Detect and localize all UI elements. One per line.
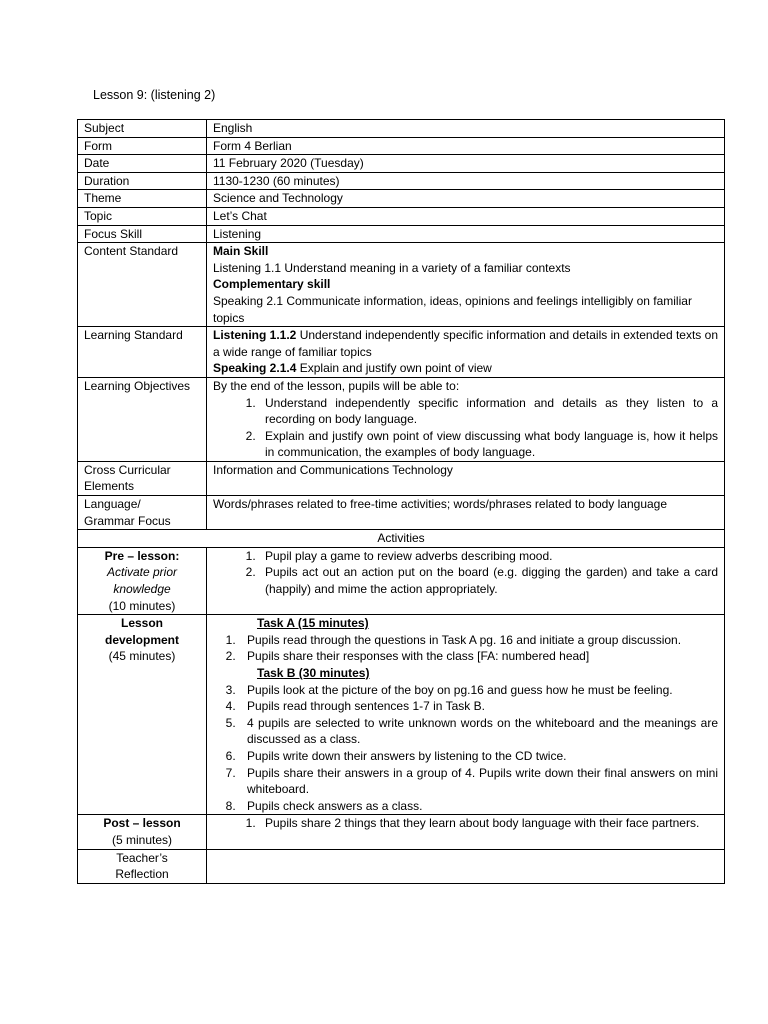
main-skill-heading: Main Skill — [213, 244, 269, 259]
page-title: Lesson 9: (listening 2) — [93, 88, 216, 102]
complementary-skill-text: Speaking 2.1 Communicate information, ideas, opinions and feelings intelligibly on familiar topics — [213, 293, 692, 325]
list-item: 1. Pupil play a game to review adverbs describing mood. — [259, 548, 718, 565]
post-lesson-label — [78, 815, 207, 849]
theme-value: Science and Technology — [207, 190, 725, 208]
form-value: Form 4 Berlian — [207, 137, 725, 155]
list-item: 5. 4 pupils are selected to write unknown words on the whiteboard and the meanings are discussed as a class. — [239, 715, 718, 748]
cross-curricular-label-line2: Elements — [84, 479, 135, 494]
focus-skill-value: Listening — [207, 225, 725, 243]
content-standard-label: Content Standard — [78, 243, 207, 327]
topic-label: Topic — [78, 207, 207, 225]
row-date — [78, 155, 725, 173]
cross-curricular-value: Information and Communications Technology — [207, 461, 725, 495]
list-item: 4. Pupils read through sentences 1-7 in Task B. — [239, 698, 718, 715]
task-a-heading: Task A (15 minutes) — [257, 616, 369, 631]
topic-value: Let’s Chat — [207, 207, 725, 225]
row-learning-objectives — [78, 377, 725, 461]
cross-curricular-label-line1: Cross Curricular — [84, 462, 171, 477]
row-form — [78, 137, 725, 155]
post-lesson-label-line2: (5 minutes) — [111, 832, 173, 847]
learning-standard-text-1: Understand independently specific information and details in extended texts on a wide range of familiar topics — [213, 328, 718, 359]
learning-objectives-value — [207, 377, 725, 461]
row-theme — [78, 190, 725, 208]
learning-standard-label: Learning Standard — [78, 327, 207, 378]
row-pre-lesson — [78, 547, 725, 614]
activities-heading: Activities — [78, 530, 725, 548]
row-lesson-development — [78, 615, 725, 815]
pre-lesson-label-line1: Pre – lesson: — [104, 548, 180, 563]
list-item: 7. Pupils share their answers in a group of 4. Pupils write down their final answers on mini whiteboard. — [239, 765, 718, 798]
list-item: 2. Explain and justify own point of view discussing what body language is, how it helps in communication, the examples of body language. — [259, 428, 718, 461]
pre-lesson-label — [78, 547, 207, 614]
cross-curricular-label — [78, 461, 207, 495]
learning-standard-value — [207, 327, 725, 378]
row-topic — [78, 207, 725, 225]
row-language-focus — [78, 496, 725, 530]
learning-objectives-list — [213, 395, 718, 461]
post-lesson-label-line1: Post – lesson — [103, 816, 181, 831]
list-item: 8. Pupils check answers as a class. — [239, 798, 718, 815]
row-activities-heading — [78, 530, 725, 548]
list-item: 3. Pupils look at the picture of the boy on pg.16 and guess how he must be feeling. — [239, 682, 718, 699]
focus-skill-label: Focus Skill — [78, 225, 207, 243]
lesson-plan-table — [77, 119, 725, 884]
list-item: 2. Pupils share their responses with the class [FA: numbered head] — [239, 648, 718, 665]
task-b-heading: Task B (30 minutes) — [257, 666, 370, 680]
form-label: Form — [78, 137, 207, 155]
theme-label: Theme — [78, 190, 207, 208]
lesson-development-label-line2: development — [104, 632, 179, 647]
row-learning-standard — [78, 327, 725, 378]
date-value: 11 February 2020 (Tuesday) — [207, 155, 725, 173]
row-subject — [78, 120, 725, 138]
list-item: 2. Pupils act out an action put on the board (e.g. digging the garden) and take a card (happily) and mime the action appropriately. — [259, 564, 718, 597]
row-cross-curricular — [78, 461, 725, 495]
pre-lesson-label-line2: Activate prior — [106, 565, 178, 580]
list-item: 1. Pupils share 2 things that they learn about body language with their face partners. — [259, 815, 718, 832]
reflection-label — [78, 849, 207, 883]
learning-standard-code-2: Speaking 2.1.4 — [213, 361, 297, 376]
learning-objectives-intro: By the end of the lesson, pupils will be able to: — [213, 378, 460, 393]
language-focus-label-line2: Grammar Focus — [84, 513, 171, 528]
row-reflection — [78, 849, 725, 883]
post-lesson-list — [213, 815, 718, 832]
pre-lesson-label-line3: knowledge — [113, 582, 171, 597]
reflection-label-line1: Teacher’s — [116, 850, 168, 865]
lesson-development-value — [207, 615, 725, 815]
duration-label: Duration — [78, 172, 207, 190]
main-skill-text: Listening 1.1 Understand meaning in a variety of a familiar contexts — [213, 260, 571, 275]
lesson-development-label-line1: Lesson — [120, 616, 163, 631]
duration-value: 1130-1230 (60 minutes) — [207, 172, 725, 190]
lesson-development-label — [78, 615, 207, 815]
list-item: 1. Pupils read through the questions in Task A pg. 16 and initiate a group discussion. — [239, 632, 718, 649]
learning-standard-code-1: Listening 1.1.2 — [213, 328, 297, 343]
pre-lesson-list — [213, 548, 718, 598]
pre-lesson-label-line4: (10 minutes) — [108, 598, 176, 613]
complementary-skill-heading: Complementary skill — [213, 277, 331, 292]
learning-objectives-label: Learning Objectives — [78, 377, 207, 461]
post-lesson-value — [207, 815, 725, 849]
list-item: 1. Understand independently specific information and details as they listen to a recording on body language. — [259, 395, 718, 428]
list-item: 6. Pupils write down their answers by listening to the CD twice. — [239, 748, 718, 765]
language-focus-label — [78, 496, 207, 530]
language-focus-label-line1: Language/ — [84, 497, 141, 512]
learning-standard-text-2: Explain and justify own point of view — [299, 361, 492, 376]
language-focus-value: Words/phrases related to free-time activities; words/phrases related to body language — [207, 496, 725, 530]
subject-label: Subject — [78, 120, 207, 138]
date-label: Date — [78, 155, 207, 173]
task-a-list — [213, 632, 718, 665]
reflection-label-line2: Reflection — [115, 867, 169, 882]
row-focus-skill — [78, 225, 725, 243]
row-content-standard — [78, 243, 725, 327]
content-standard-value — [207, 243, 725, 327]
row-duration — [78, 172, 725, 190]
subject-value: English — [207, 120, 725, 138]
lesson-development-label-line3: (45 minutes) — [108, 649, 176, 664]
pre-lesson-value — [207, 547, 725, 614]
reflection-value — [207, 849, 725, 883]
task-b-list — [213, 682, 718, 815]
row-post-lesson — [78, 815, 725, 849]
